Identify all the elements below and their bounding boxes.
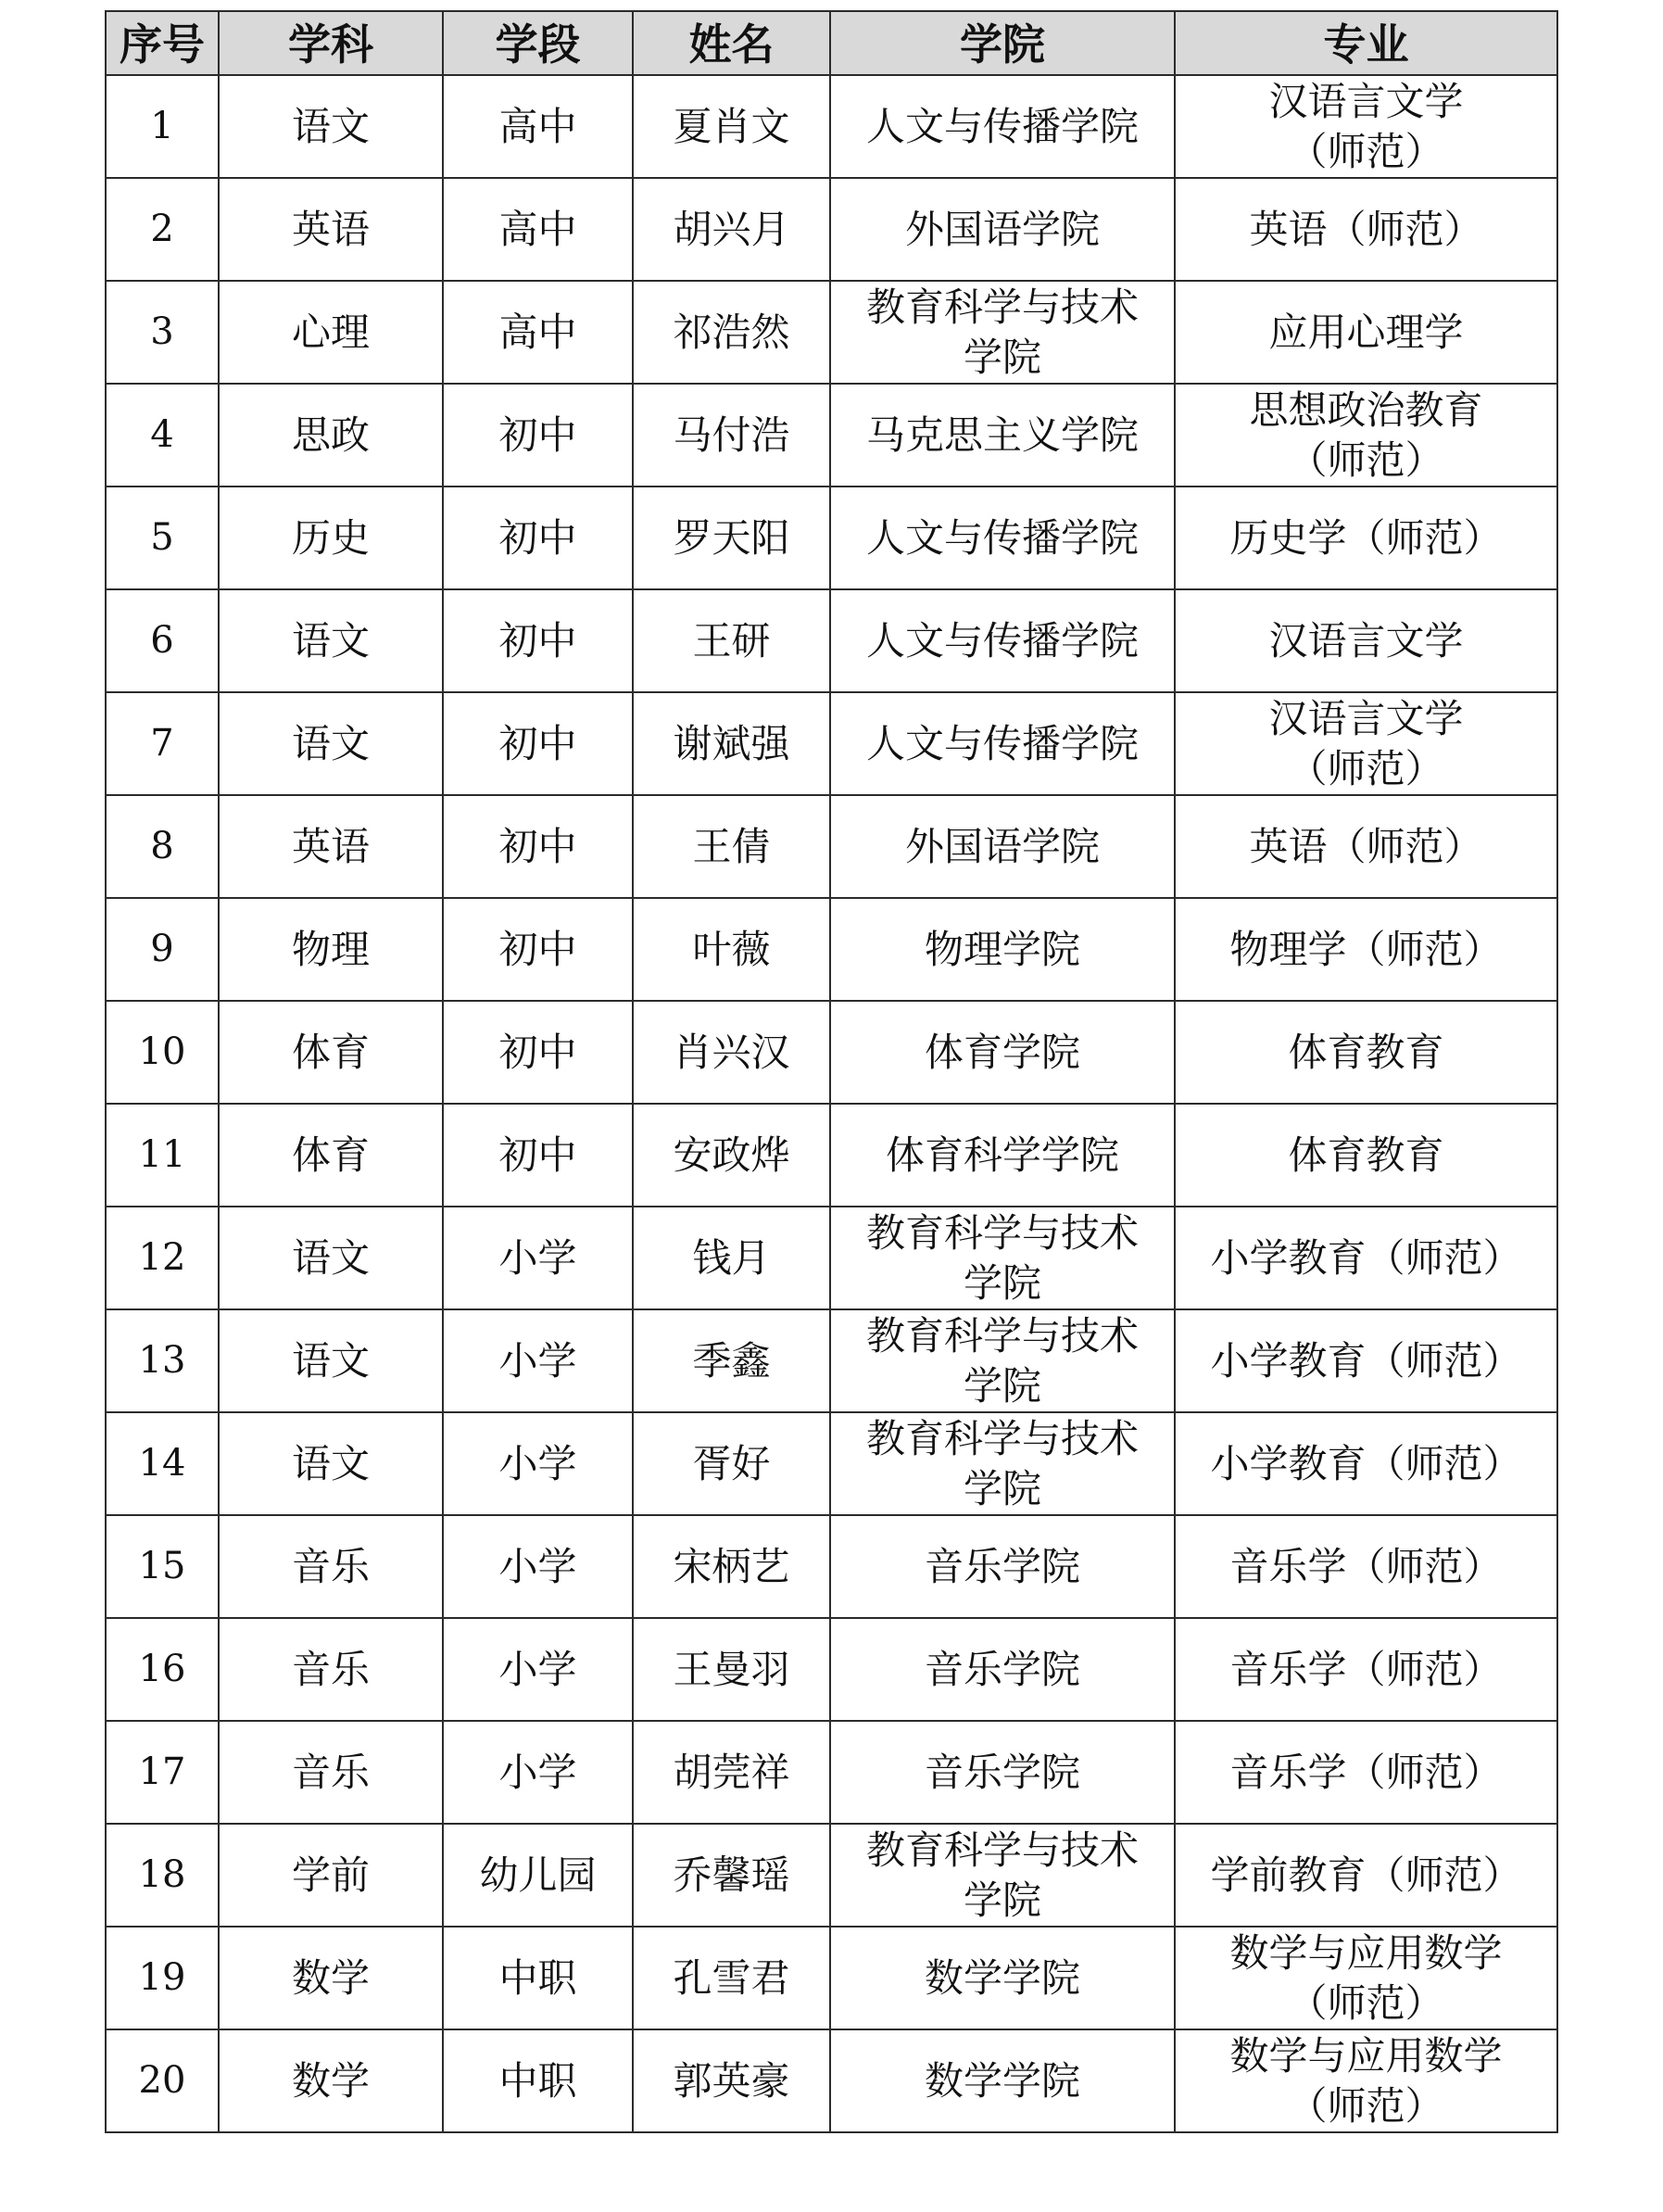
- cell-serial-number: 11: [106, 1104, 219, 1207]
- cell-major: 体育教育: [1175, 1104, 1557, 1207]
- cell-school-stage: 初中: [443, 1104, 633, 1207]
- cell-subject: 学前: [219, 1824, 443, 1927]
- cell-name: 胥好: [633, 1412, 830, 1515]
- header-school-stage: 学段: [443, 11, 633, 75]
- roster-table: [105, 10, 1558, 2133]
- cell-subject: 体育: [219, 1001, 443, 1104]
- cell-school-stage: 初中: [443, 589, 633, 692]
- cell-college: 音乐学院: [830, 1721, 1175, 1824]
- cell-major: 英语（师范）: [1175, 178, 1557, 281]
- cell-name: 安政烨: [633, 1104, 830, 1207]
- cell-school-stage: 小学: [443, 1309, 633, 1412]
- cell-college: 人文与传播学院: [830, 487, 1175, 589]
- cell-serial-number: 13: [106, 1309, 219, 1412]
- table-row: [106, 2029, 1557, 2132]
- table-row: [106, 178, 1557, 281]
- cell-major: 应用心理学: [1175, 281, 1557, 384]
- cell-college: 物理学院: [830, 898, 1175, 1001]
- cell-subject: 物理: [219, 898, 443, 1001]
- table-row: [106, 1515, 1557, 1618]
- cell-name: 马付浩: [633, 384, 830, 487]
- cell-subject: 音乐: [219, 1618, 443, 1721]
- table-row: [106, 75, 1557, 178]
- table-row: [106, 1001, 1557, 1104]
- cell-subject: 心理: [219, 281, 443, 384]
- cell-major: 汉语言文学: [1175, 589, 1557, 692]
- cell-college: 外国语学院: [830, 795, 1175, 898]
- cell-major: 数学与应用数学 （师范）: [1175, 1927, 1557, 2029]
- cell-name: 王曼羽: [633, 1618, 830, 1721]
- cell-school-stage: 初中: [443, 487, 633, 589]
- cell-name: 郭英豪: [633, 2029, 830, 2132]
- cell-major: 小学教育（师范）: [1175, 1309, 1557, 1412]
- cell-major: 数学与应用数学 （师范）: [1175, 2029, 1557, 2132]
- cell-subject: 音乐: [219, 1515, 443, 1618]
- cell-college: 人文与传播学院: [830, 692, 1175, 795]
- cell-name: 罗天阳: [633, 487, 830, 589]
- cell-school-stage: 中职: [443, 2029, 633, 2132]
- table-row: [106, 692, 1557, 795]
- cell-major: 英语（师范）: [1175, 795, 1557, 898]
- table-row: [106, 487, 1557, 589]
- cell-serial-number: 1: [106, 75, 219, 178]
- cell-major: 音乐学（师范）: [1175, 1515, 1557, 1618]
- cell-college: 数学学院: [830, 1927, 1175, 2029]
- table-row: [106, 1309, 1557, 1412]
- cell-major: 体育教育: [1175, 1001, 1557, 1104]
- cell-name: 王研: [633, 589, 830, 692]
- cell-major: 汉语言文学 （师范）: [1175, 692, 1557, 795]
- cell-college: 教育科学与技术 学院: [830, 281, 1175, 384]
- cell-serial-number: 16: [106, 1618, 219, 1721]
- cell-name: 宋柄艺: [633, 1515, 830, 1618]
- cell-major: 小学教育（师范）: [1175, 1207, 1557, 1309]
- cell-college: 教育科学与技术 学院: [830, 1207, 1175, 1309]
- cell-serial-number: 18: [106, 1824, 219, 1927]
- table-row: [106, 589, 1557, 692]
- cell-college: 人文与传播学院: [830, 75, 1175, 178]
- cell-name: 孔雪君: [633, 1927, 830, 2029]
- header-row: [106, 11, 1557, 75]
- cell-school-stage: 中职: [443, 1927, 633, 2029]
- cell-college: 音乐学院: [830, 1515, 1175, 1618]
- cell-school-stage: 高中: [443, 75, 633, 178]
- header-subject: 学科: [219, 11, 443, 75]
- table-row: [106, 1104, 1557, 1207]
- cell-school-stage: 初中: [443, 795, 633, 898]
- cell-subject: 语文: [219, 1207, 443, 1309]
- cell-name: 胡兴月: [633, 178, 830, 281]
- cell-subject: 语文: [219, 1412, 443, 1515]
- cell-subject: 语文: [219, 589, 443, 692]
- cell-serial-number: 12: [106, 1207, 219, 1309]
- cell-name: 肖兴汉: [633, 1001, 830, 1104]
- cell-college: 数学学院: [830, 2029, 1175, 2132]
- cell-name: 乔馨瑶: [633, 1824, 830, 1927]
- cell-college: 教育科学与技术 学院: [830, 1412, 1175, 1515]
- header-college: 学院: [830, 11, 1175, 75]
- cell-school-stage: 高中: [443, 281, 633, 384]
- cell-school-stage: 初中: [443, 1001, 633, 1104]
- table-row: [106, 1824, 1557, 1927]
- cell-serial-number: 3: [106, 281, 219, 384]
- cell-school-stage: 小学: [443, 1618, 633, 1721]
- cell-major: 汉语言文学 （师范）: [1175, 75, 1557, 178]
- cell-serial-number: 15: [106, 1515, 219, 1618]
- cell-subject: 英语: [219, 795, 443, 898]
- cell-school-stage: 小学: [443, 1721, 633, 1824]
- cell-serial-number: 17: [106, 1721, 219, 1824]
- cell-subject: 语文: [219, 1309, 443, 1412]
- cell-name: 王倩: [633, 795, 830, 898]
- cell-school-stage: 小学: [443, 1412, 633, 1515]
- header-name: 姓名: [633, 11, 830, 75]
- cell-school-stage: 小学: [443, 1515, 633, 1618]
- cell-serial-number: 8: [106, 795, 219, 898]
- cell-college: 体育学院: [830, 1001, 1175, 1104]
- cell-school-stage: 初中: [443, 692, 633, 795]
- cell-serial-number: 7: [106, 692, 219, 795]
- cell-name: 祁浩然: [633, 281, 830, 384]
- cell-subject: 数学: [219, 2029, 443, 2132]
- cell-major: 物理学（师范）: [1175, 898, 1557, 1001]
- table-row: [106, 1721, 1557, 1824]
- cell-major: 思想政治教育 （师范）: [1175, 384, 1557, 487]
- table-body: [106, 75, 1557, 2132]
- cell-subject: 英语: [219, 178, 443, 281]
- cell-serial-number: 2: [106, 178, 219, 281]
- cell-serial-number: 14: [106, 1412, 219, 1515]
- cell-college: 马克思主义学院: [830, 384, 1175, 487]
- table-row: [106, 1618, 1557, 1721]
- table-row: [106, 384, 1557, 487]
- cell-serial-number: 4: [106, 384, 219, 487]
- cell-college: 教育科学与技术 学院: [830, 1824, 1175, 1927]
- cell-school-stage: 幼儿园: [443, 1824, 633, 1927]
- cell-subject: 数学: [219, 1927, 443, 2029]
- cell-college: 人文与传播学院: [830, 589, 1175, 692]
- cell-college: 音乐学院: [830, 1618, 1175, 1721]
- cell-school-stage: 小学: [443, 1207, 633, 1309]
- table-row: [106, 281, 1557, 384]
- table-row: [106, 795, 1557, 898]
- cell-college: 体育科学学院: [830, 1104, 1175, 1207]
- cell-subject: 思政: [219, 384, 443, 487]
- table-row: [106, 1927, 1557, 2029]
- cell-major: 小学教育（师范）: [1175, 1412, 1557, 1515]
- cell-serial-number: 9: [106, 898, 219, 1001]
- cell-name: 胡莞祥: [633, 1721, 830, 1824]
- cell-subject: 历史: [219, 487, 443, 589]
- cell-school-stage: 初中: [443, 384, 633, 487]
- cell-subject: 语文: [219, 75, 443, 178]
- cell-major: 历史学（师范）: [1175, 487, 1557, 589]
- cell-school-stage: 高中: [443, 178, 633, 281]
- table-row: [106, 1207, 1557, 1309]
- cell-college: 外国语学院: [830, 178, 1175, 281]
- cell-subject: 语文: [219, 692, 443, 795]
- cell-serial-number: 10: [106, 1001, 219, 1104]
- cell-serial-number: 20: [106, 2029, 219, 2132]
- cell-subject: 音乐: [219, 1721, 443, 1824]
- cell-major: 音乐学（师范）: [1175, 1721, 1557, 1824]
- table-row: [106, 1412, 1557, 1515]
- cell-name: 叶薇: [633, 898, 830, 1001]
- cell-name: 夏肖文: [633, 75, 830, 178]
- table-header: [106, 11, 1557, 75]
- table-row: [106, 898, 1557, 1001]
- cell-name: 钱月: [633, 1207, 830, 1309]
- cell-college: 教育科学与技术 学院: [830, 1309, 1175, 1412]
- cell-serial-number: 6: [106, 589, 219, 692]
- cell-subject: 体育: [219, 1104, 443, 1207]
- cell-serial-number: 5: [106, 487, 219, 589]
- header-serial-number: 序号: [106, 11, 219, 75]
- cell-school-stage: 初中: [443, 898, 633, 1001]
- cell-name: 谢斌强: [633, 692, 830, 795]
- header-major: 专业: [1175, 11, 1557, 75]
- cell-serial-number: 19: [106, 1927, 219, 2029]
- cell-major: 音乐学（师范）: [1175, 1618, 1557, 1721]
- cell-major: 学前教育（师范）: [1175, 1824, 1557, 1927]
- cell-name: 季鑫: [633, 1309, 830, 1412]
